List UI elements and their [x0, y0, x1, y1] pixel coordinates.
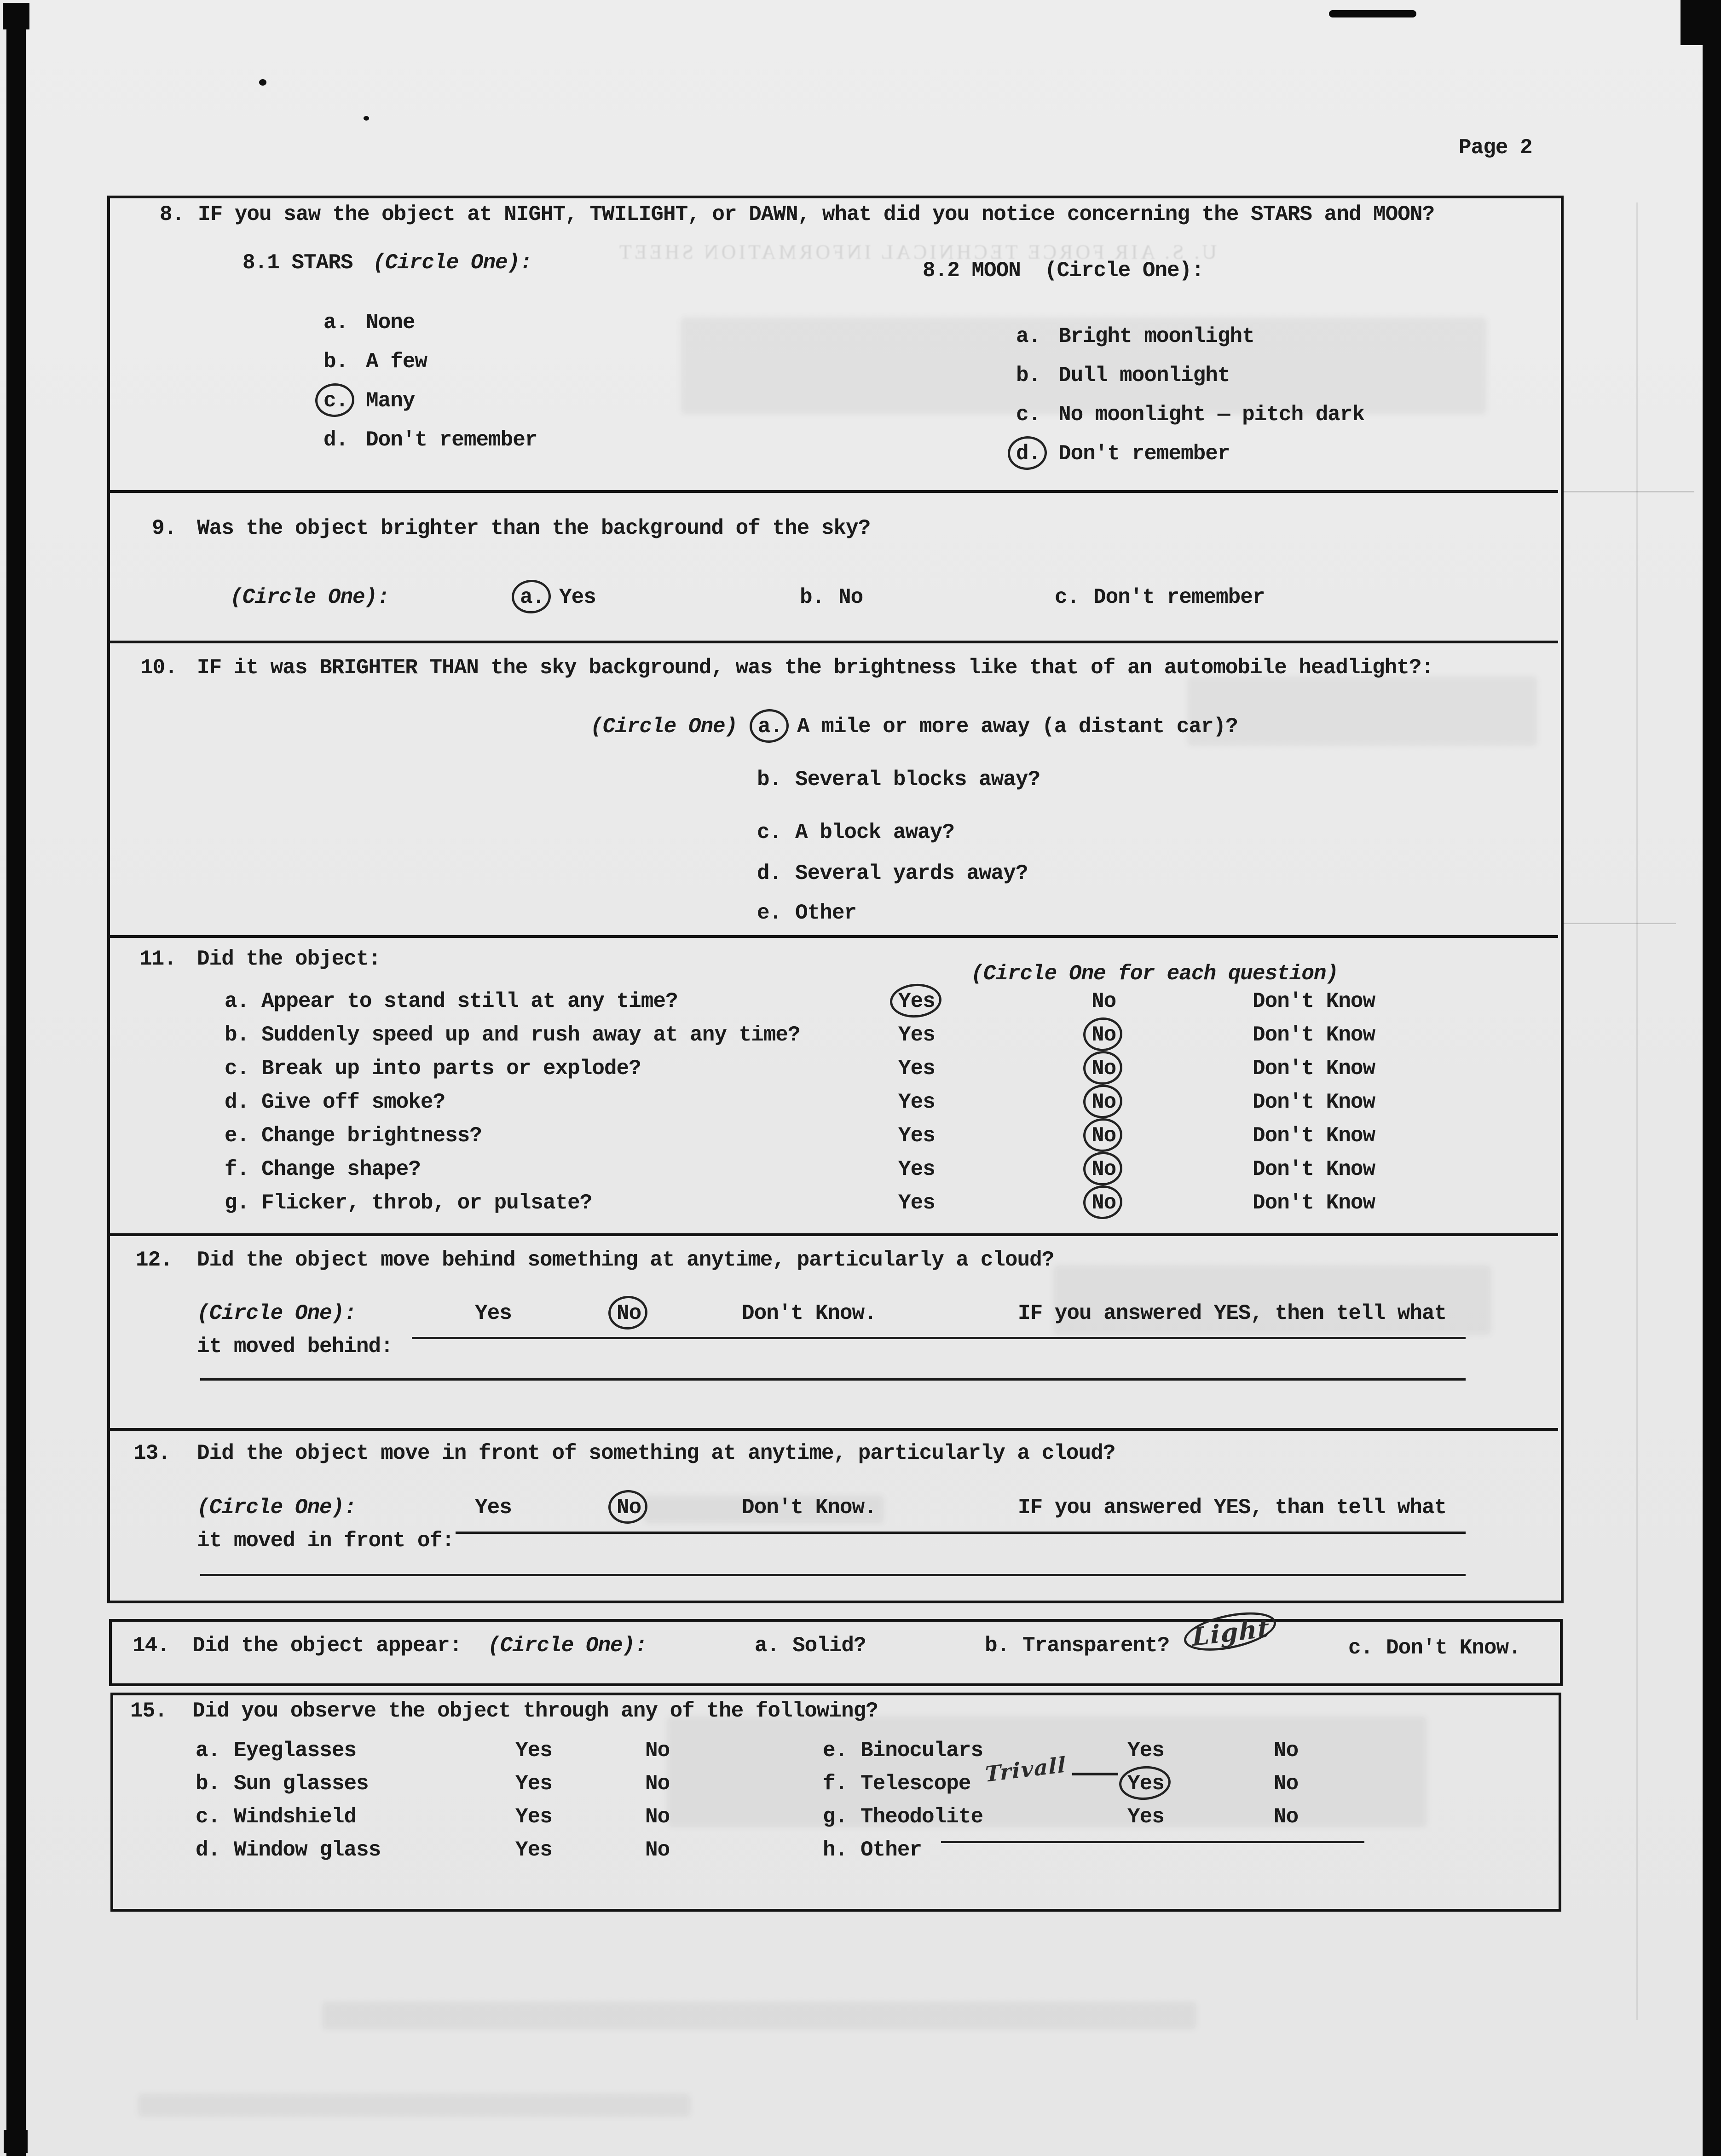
q9-number: 9.: [152, 516, 177, 540]
q10-option-key: b.: [757, 768, 782, 792]
q15-row-yes: Yes: [1127, 1805, 1164, 1829]
q14-option-label: Solid?: [792, 1634, 866, 1658]
q11-row-key: d.: [225, 1090, 249, 1114]
q15-row-label: Sun glasses: [234, 1772, 369, 1796]
q15-row-no: No: [1274, 1739, 1299, 1763]
bleedthrough-title: U. S. AIR FORCE TECHNICAL INFORMATION SHEET: [617, 241, 1217, 263]
q13-number: 13.: [133, 1441, 170, 1465]
q8-stars-option-label: A few: [366, 350, 427, 374]
q10-circle-one: (Circle One): [590, 715, 738, 739]
q11-row-yes: Yes: [898, 1023, 935, 1047]
q13-tail: it moved in front of:: [197, 1529, 454, 1553]
q8-moon-option-label: Bright moonlight: [1058, 324, 1254, 348]
q11-question: Did the object:: [197, 947, 381, 971]
q15-row-key: h.: [823, 1838, 848, 1862]
q10-option-key: c.: [757, 821, 782, 844]
q15-row-key: e.: [823, 1739, 848, 1763]
q15-row-label: Eyeglasses: [234, 1739, 357, 1763]
q15-row-key: b.: [196, 1772, 220, 1796]
q15-row-no: No: [645, 1805, 670, 1829]
scan-edge-left: [6, 29, 26, 2156]
q15-row-key: d.: [196, 1838, 220, 1862]
q15-row-label: Theodolite: [860, 1805, 983, 1829]
q14-option-label: Don't Know.: [1386, 1636, 1521, 1660]
q8-moon-option-key-circled: d.: [1016, 442, 1041, 466]
q15-row-key: g.: [823, 1805, 848, 1829]
section-divider: [110, 490, 1558, 493]
q8-question: IF you saw the object at NIGHT, TWILIGHT, or DAWN, what did you notice concerning the STARS and MOON?: [198, 202, 1435, 226]
q12-answer-blank: [200, 1378, 1466, 1381]
q11-number: 11.: [139, 947, 176, 971]
q14-circle-one: (Circle One):: [488, 1634, 647, 1658]
q10-option-key-circled: a.: [758, 715, 783, 739]
q15-row-label: Other: [860, 1838, 922, 1862]
q11-row-dk: Don't Know: [1253, 1023, 1375, 1047]
bleedthrough-smudge: [322, 2002, 1196, 2029]
q11-row-key: a.: [225, 989, 249, 1013]
q15-row-label: Binoculars: [860, 1739, 983, 1763]
q12-yes: Yes: [475, 1301, 512, 1325]
q14-handwritten-answer-circled: Light: [1192, 1613, 1271, 1652]
q15-row-label: Windshield: [234, 1805, 357, 1829]
q9-option-key: c.: [1055, 585, 1080, 609]
q11-row-no: No: [1092, 989, 1116, 1013]
q14-option-key: c.: [1348, 1636, 1373, 1660]
q14-option-key: a.: [755, 1634, 780, 1658]
q10-option-label: Several yards away?: [795, 861, 1028, 885]
q8-stars-heading: 8.1 STARS: [243, 251, 353, 275]
q9-option-key: b.: [800, 585, 825, 609]
q12-number: 12.: [136, 1248, 173, 1272]
q10-option-label: A mile or more away (a distant car)?: [797, 715, 1238, 739]
q11-row-yes: Yes: [898, 1124, 935, 1148]
q12-answer-blank: [412, 1337, 1466, 1339]
q15-question: Did you observe the object through any of the following?: [192, 1699, 878, 1723]
q11-row-label: Suddenly speed up and rush away at any time?: [261, 1023, 800, 1047]
q8-moon-option-key: c.: [1016, 403, 1041, 427]
q11-row-yes: Yes: [898, 1057, 935, 1081]
q8-stars-circle-one: (Circle One):: [373, 251, 532, 275]
q11-instruction: (Circle One for each question): [971, 962, 1339, 986]
q8-moon-heading: 8.2 MOON: [923, 259, 1021, 283]
q11-row-yes-circled: Yes: [898, 989, 935, 1013]
q15-telescope-handwritten: Trivall: [985, 1752, 1067, 1787]
q14-option-label: Transparent?: [1022, 1634, 1170, 1658]
q11-row-yes: Yes: [898, 1191, 935, 1215]
q12-dk: Don't Know.: [742, 1301, 877, 1325]
q11-row-dk: Don't Know: [1253, 1191, 1375, 1215]
q14-question: Did the object appear:: [192, 1634, 462, 1658]
q11-row-dk: Don't Know: [1253, 1157, 1375, 1181]
q8-stars-option-label: Don't remember: [366, 428, 537, 452]
q8-stars-option-key: d.: [323, 428, 348, 452]
q12-tail: it moved behind:: [197, 1335, 393, 1358]
q8-number: 8.: [160, 202, 185, 226]
scan-corner-mark: [3, 3, 29, 29]
scan-speck: [259, 79, 266, 86]
form-frame-q15: [110, 1693, 1561, 1912]
q8-stars-option-label: Many: [366, 389, 415, 413]
q15-row-label: Window glass: [234, 1838, 381, 1862]
q15-row-yes: Yes: [515, 1739, 552, 1763]
scan-edge-right: [1703, 0, 1721, 2156]
q11-row-no-circled: No: [1092, 1124, 1116, 1148]
q15-other-blank: [941, 1841, 1364, 1843]
q15-row-key: f.: [823, 1772, 848, 1796]
q15-handwritten-dash: [1072, 1773, 1118, 1775]
q14-option-key: b.: [985, 1634, 1010, 1658]
q8-moon-circle-one: (Circle One):: [1045, 259, 1204, 283]
q10-question: IF it was BRIGHTER THAN the sky background, was the brightness like that of an automobile headlight?:: [197, 656, 1434, 680]
q8-stars-option-key: b.: [323, 350, 348, 374]
q8-moon-option-key: a.: [1016, 324, 1041, 348]
scan-corner-mark: [1681, 0, 1721, 45]
q11-row-dk: Don't Know: [1253, 1057, 1375, 1081]
q15-row-no: No: [645, 1739, 670, 1763]
q15-row-key: a.: [196, 1739, 220, 1763]
q15-row-no: No: [645, 1772, 670, 1796]
q14-number: 14.: [133, 1634, 169, 1658]
q11-row-label: Flicker, throb, or pulsate?: [261, 1191, 592, 1215]
q8-moon-option-key: b.: [1016, 364, 1041, 387]
q15-row-no: No: [645, 1838, 670, 1862]
q10-option-label: Several blocks away?: [795, 768, 1040, 792]
q12-question: Did the object move behind something at anytime, particularly a cloud?: [197, 1248, 1054, 1272]
q11-row-yes: Yes: [898, 1090, 935, 1114]
q11-row-yes: Yes: [898, 1157, 935, 1181]
q11-row-label: Change brightness?: [261, 1124, 482, 1148]
q15-row-label: Telescope: [860, 1772, 971, 1796]
q10-option-label: A block away?: [795, 821, 954, 844]
q11-row-no-circled: No: [1092, 1023, 1116, 1047]
q11-row-label: Give off smoke?: [261, 1090, 445, 1114]
q11-row-dk: Don't Know: [1253, 1090, 1375, 1114]
q9-option-label: No: [838, 585, 863, 609]
q11-row-label: Change shape?: [261, 1157, 421, 1181]
q10-option-key: d.: [757, 861, 782, 885]
q11-row-label: Appear to stand still at any time?: [261, 989, 678, 1013]
scan-corner-mark: [4, 2130, 28, 2153]
q11-row-key: c.: [225, 1057, 249, 1081]
q9-question: Was the object brighter than the background of the sky?: [197, 516, 871, 540]
q13-circle-one: (Circle One):: [197, 1496, 356, 1520]
q11-row-no-circled: No: [1092, 1057, 1116, 1081]
q13-yes: Yes: [475, 1496, 512, 1520]
q15-row-yes: Yes: [515, 1805, 552, 1829]
q12-if-yes: IF you answered YES, then tell what: [1018, 1301, 1447, 1325]
q11-row-label: Break up into parts or explode?: [261, 1057, 641, 1081]
bleedthrough-rule: [1561, 923, 1676, 924]
q11-row-key: b.: [225, 1023, 249, 1047]
q11-row-no-circled: No: [1092, 1157, 1116, 1181]
q8-moon-option-label: No moonlight — pitch dark: [1058, 403, 1365, 427]
q10-number: 10.: [140, 656, 177, 680]
section-divider: [110, 1233, 1558, 1236]
q12-circle-one: (Circle One):: [197, 1301, 356, 1325]
section-divider: [110, 935, 1558, 938]
q8-stars-option-key: a.: [323, 311, 348, 335]
q8-stars-option-label: None: [366, 311, 415, 335]
q13-answer-blank: [456, 1532, 1466, 1534]
q11-row-dk: Don't Know: [1253, 1124, 1375, 1148]
q15-number: 15.: [130, 1699, 167, 1723]
q8-moon-option-label: Don't remember: [1058, 442, 1230, 466]
section-divider: [110, 641, 1558, 643]
q13-question: Did the object move in front of something at anytime, particularly a cloud?: [197, 1441, 1115, 1465]
bleedthrough-smudge: [138, 2094, 690, 2117]
q9-option-key-circled: a.: [520, 585, 545, 609]
q9-option-label: Yes: [559, 585, 596, 609]
q15-row-no: No: [1274, 1772, 1299, 1796]
q15-row-key: c.: [196, 1805, 220, 1829]
q11-row-key: f.: [225, 1157, 249, 1181]
q9-option-label: Don't remember: [1093, 585, 1265, 609]
q10-option-key: e.: [757, 901, 782, 925]
q11-row-dk: Don't Know: [1253, 989, 1375, 1013]
q15-row-no: No: [1274, 1805, 1299, 1829]
q8-stars-option-key-circled: c.: [323, 389, 348, 413]
q11-row-no-circled: No: [1092, 1090, 1116, 1114]
q11-row-no-circled: No: [1092, 1191, 1116, 1215]
page-number: Page 2: [1459, 136, 1532, 160]
bleedthrough-rule: [1636, 202, 1638, 2020]
q11-row-key: g.: [225, 1191, 249, 1215]
q13-dk: Don't Know.: [742, 1496, 877, 1520]
q15-row-yes-circled: Yes: [1127, 1772, 1164, 1796]
scan-speck: [364, 116, 369, 121]
q9-circle-one: (Circle One):: [230, 585, 389, 609]
q11-row-key: e.: [225, 1124, 249, 1148]
q13-answer-blank: [200, 1574, 1466, 1576]
q8-moon-option-label: Dull moonlight: [1058, 364, 1230, 387]
section-divider: [110, 1428, 1558, 1431]
q15-row-yes: Yes: [515, 1772, 552, 1796]
q12-no-circled: No: [617, 1301, 641, 1325]
q10-option-label: Other: [795, 901, 857, 925]
scan-streak: [1329, 10, 1416, 17]
q13-if-yes: IF you answered YES, than tell what: [1018, 1496, 1447, 1520]
q15-row-yes: Yes: [1127, 1739, 1164, 1763]
q15-row-yes: Yes: [515, 1838, 552, 1862]
q13-no-circled: No: [617, 1496, 641, 1520]
bleedthrough-rule: [1561, 491, 1694, 492]
